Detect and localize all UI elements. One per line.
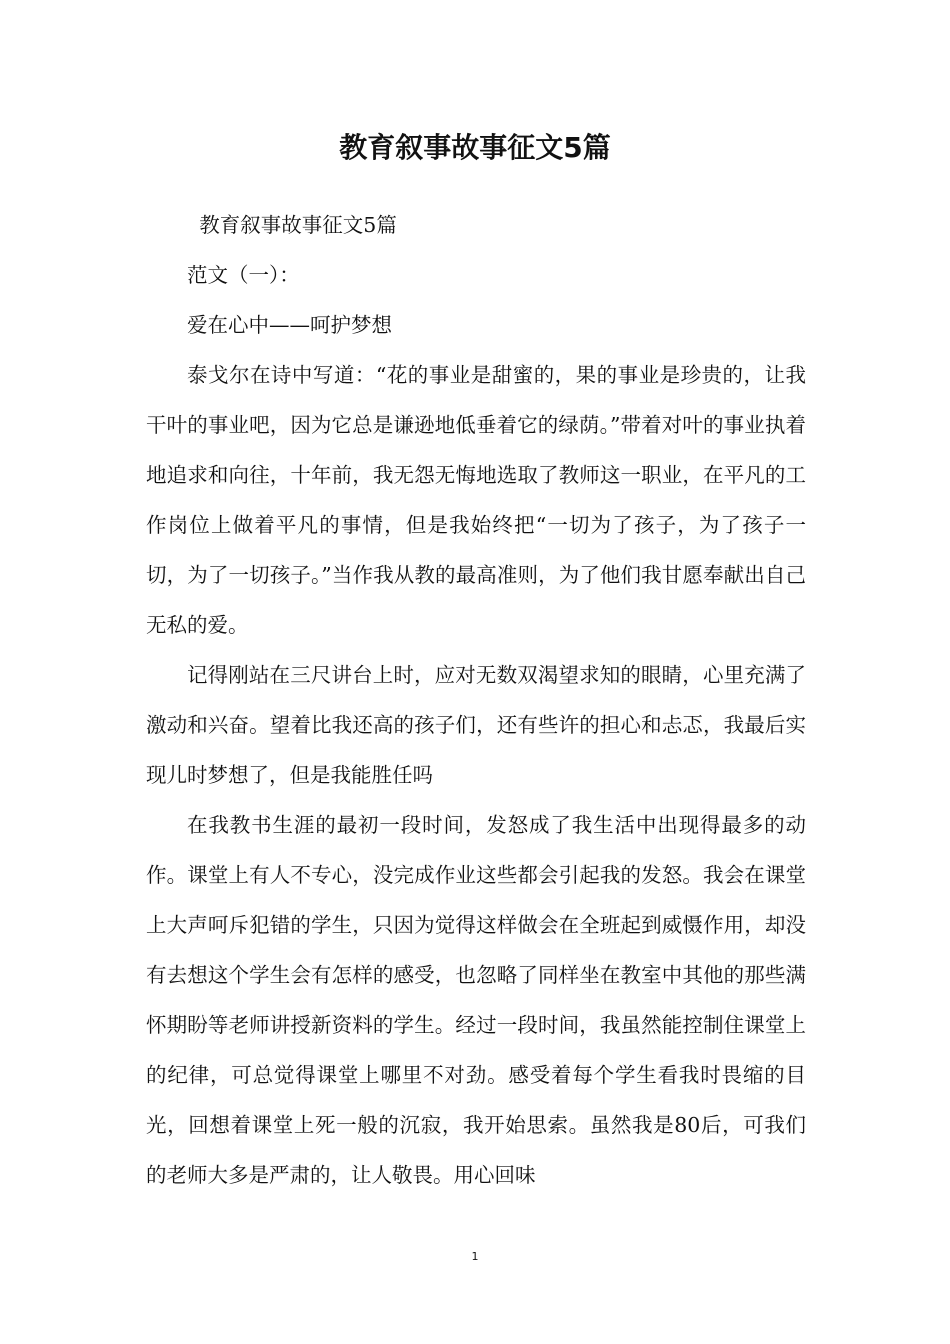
document-body [146, 200, 806, 1200]
essay-title: 爱在心中——呵护梦想 [187, 313, 392, 337]
document-subtitle: 教育叙事故事征文5篇 [199, 213, 397, 237]
paragraph: 记得刚站在三尺讲台上时，应对无数双渴望求知的眼睛，心里充满了激动和兴奋。望着比我还高的孩子们，还有些许的担心和忐忑，我最后实现儿时梦想了，但是我能胜任吗 [146, 663, 806, 787]
paragraph: 泰戈尔在诗中写道：“花的事业是甜蜜的，果的事业是珍贵的，让我干叶的事业吧，因为它总是谦逊地低垂着它的绿荫。”带着对叶的事业执着地追求和向往，十年前，我无怨无悔地选取了教师这一职业，在平凡的工作岗位上做着平凡的事情，但是我始终把“一切为了孩子，为了孩子一切，为了一切孩子。”当作我从教的最高准则，为了他们我甘愿奉献出自己无私的爱。 [146, 363, 806, 637]
paragraph: 在我教书生涯的最初一段时间，发怒成了我生活中出现得最多的动作。课堂上有人不专心，没完成作业这些都会引起我的发怒。我会在课堂上大声呵斥犯错的学生，只因为觉得这样做会在全班起到威慑作用，却没有去想这个学生会有怎样的感受，也忽略了同样坐在教室中其他的那些满怀期盼等老师讲授新资料的学生。经过一段时间，我虽然能控制住课堂上的纪律，可总觉得课堂上哪里不对劲。感受着每个学生看我时畏缩的目光，回想着课堂上死一般的沉寂，我开始思索。虽然我是80后，可我们的老师大多是严肃的，让人敬畏。用心回味 [146, 813, 806, 1187]
document-title: 教育叙事故事征文5篇 [339, 131, 611, 164]
page-number: 1 [471, 1250, 479, 1263]
section-label: 范文（一）： [187, 263, 300, 287]
